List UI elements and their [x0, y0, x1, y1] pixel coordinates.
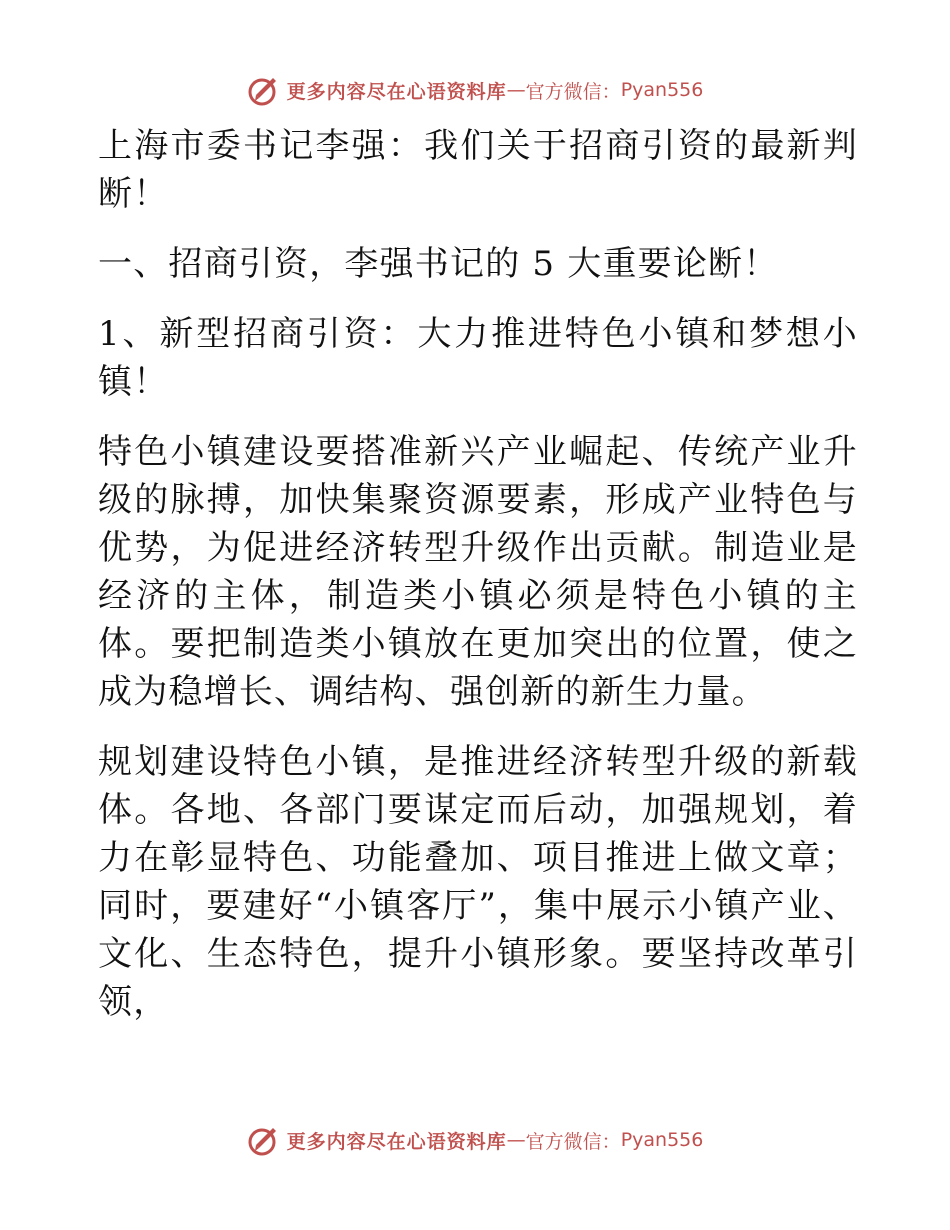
document-title: 上海市委书记李强：我们关于招商引资的最新判断！	[98, 126, 858, 214]
watermark-brand: 更多内容尽在心语资料库	[286, 1130, 507, 1153]
body-paragraph: 规划建设特色小镇，是推进经济转型升级的新载体。各地、各部门要谋定而后动，加强规划，着力在彰显特色、功能叠加、项目推进上做文章；同时，要建好“小镇客厅”，集中展示小镇产业、文化、生态特色，提升小镇形象。要坚持改革引领，	[98, 742, 858, 1022]
watermark-wechat-label: 官方微信：	[525, 1130, 621, 1153]
body-paragraph: 特色小镇建设要搭准新兴产业崛起、传统产业升级的脉搏，加快集聚资源要素，形成产业特色与优势，为促进经济转型升级作出贡献。制造业是经济的主体，制造类小镇必须是特色小镇的主体。要把制造类小镇放在更加突出的位置，使之成为稳增长、调结构、强创新的新生力量。	[98, 432, 858, 712]
subsection-heading: 1、新型招商引资：大力推进特色小镇和梦想小镇！	[98, 314, 858, 402]
document-body	[98, 122, 858, 1048]
watermark-dash: —	[506, 1129, 526, 1151]
watermark-wechat-id: Pyan556	[620, 79, 704, 101]
quill-pen-icon	[247, 1123, 281, 1157]
section-heading: 一、招商引资，李强书记的 5 大重要论断！	[98, 244, 779, 284]
watermark-dash: —	[506, 79, 526, 101]
quill-pen-icon	[247, 73, 281, 107]
watermark-brand: 更多内容尽在心语资料库	[286, 80, 507, 103]
header-watermark	[0, 70, 950, 110]
footer-watermark	[0, 1120, 950, 1160]
watermark-wechat-id: Pyan556	[620, 1129, 704, 1151]
watermark-wechat-label: 官方微信：	[525, 80, 621, 103]
